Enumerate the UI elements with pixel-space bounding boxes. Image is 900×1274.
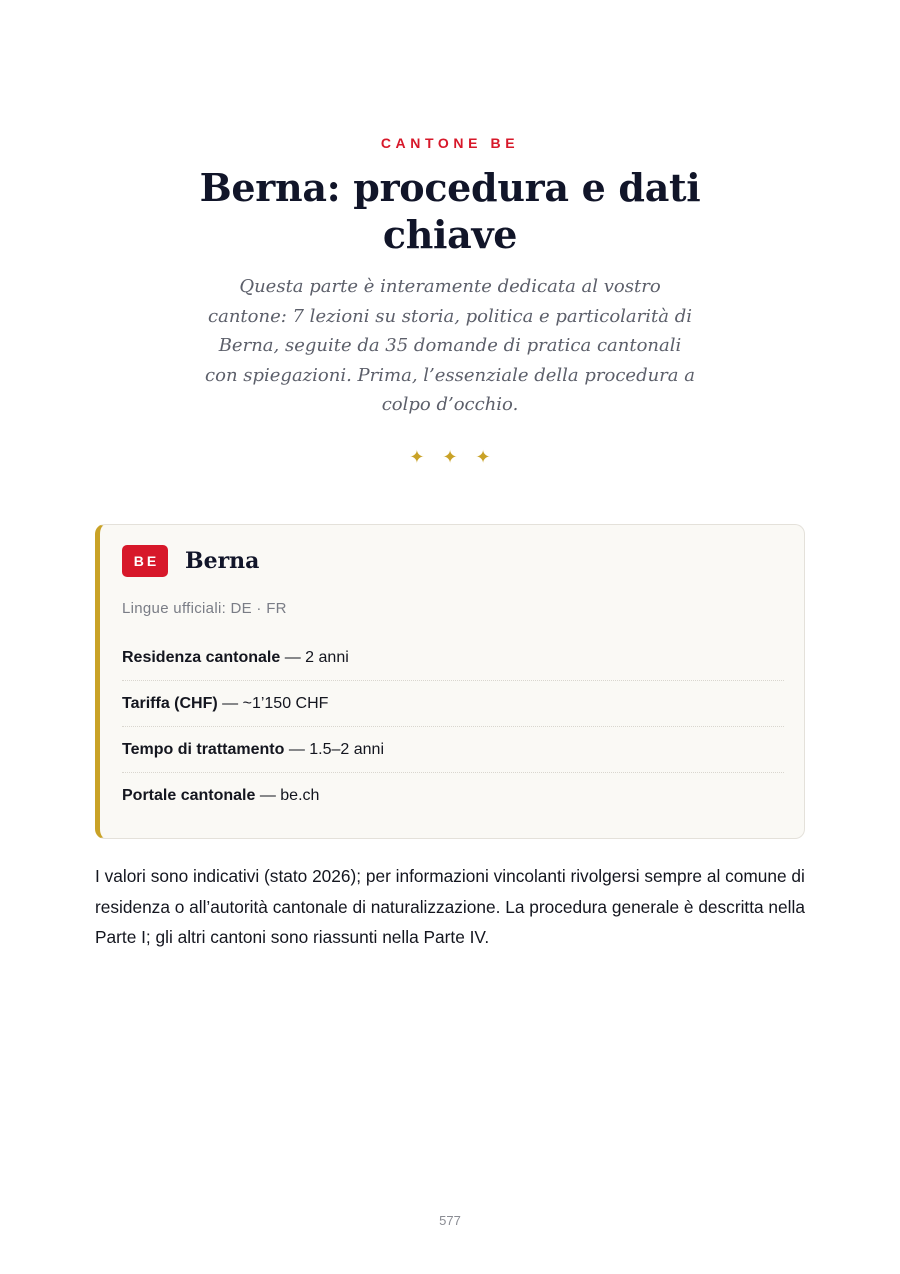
fact-residency bbox=[122, 635, 784, 681]
card-header bbox=[122, 545, 259, 577]
star-ornament-icon: ✦✦✦ bbox=[409, 447, 509, 467]
fact-label: Tempo di trattamento bbox=[122, 741, 285, 758]
canton-badge: BE bbox=[122, 545, 168, 577]
official-languages: Lingue ufficiali: DE · FR bbox=[122, 600, 287, 617]
canton-name: Berna bbox=[185, 548, 260, 574]
fact-processing-time bbox=[122, 727, 784, 773]
fact-separator: — bbox=[280, 649, 306, 666]
fact-portal bbox=[122, 773, 784, 818]
page-number: 577 bbox=[439, 1213, 461, 1228]
canton-eyebrow: CANTONE BE bbox=[380, 135, 520, 151]
fact-separator: — bbox=[284, 741, 310, 758]
canton-info-card bbox=[95, 524, 805, 839]
fact-fee bbox=[122, 681, 784, 727]
fact-separator: — bbox=[217, 695, 243, 712]
fact-value: be.ch bbox=[280, 787, 320, 804]
fact-value: ~1’150 CHF bbox=[242, 695, 329, 712]
page-title: Berna: procedura e dati chiave bbox=[199, 165, 701, 257]
fact-label: Residenza cantonale bbox=[122, 649, 281, 666]
key-facts-list bbox=[122, 635, 784, 818]
fact-value: 1.5–2 anni bbox=[309, 741, 384, 758]
fact-separator: — bbox=[255, 787, 281, 804]
fact-label: Tariffa (CHF) bbox=[122, 695, 218, 712]
intro-paragraph: Questa parte è interamente dedicata al vostro cantone: 7 lezioni su storia, politica e particolarità di Berna, seguite da 35 domande di pratica cantonali con spiegazioni. Prima, l’essenziale della procedura a colpo d’occhio. bbox=[205, 276, 695, 415]
fact-value: 2 anni bbox=[305, 649, 349, 666]
disclaimer-paragraph: I valori sono indicativi (stato 2026); per informazioni vincolanti rivolgersi sempre al comune di residenza o all’autorità cantonale di naturalizzazione. La procedura generale è descritta nella Parte I; gli altri cantoni sono riassunti nella Parte IV. bbox=[95, 866, 805, 947]
fact-label: Portale cantonale bbox=[122, 787, 256, 804]
